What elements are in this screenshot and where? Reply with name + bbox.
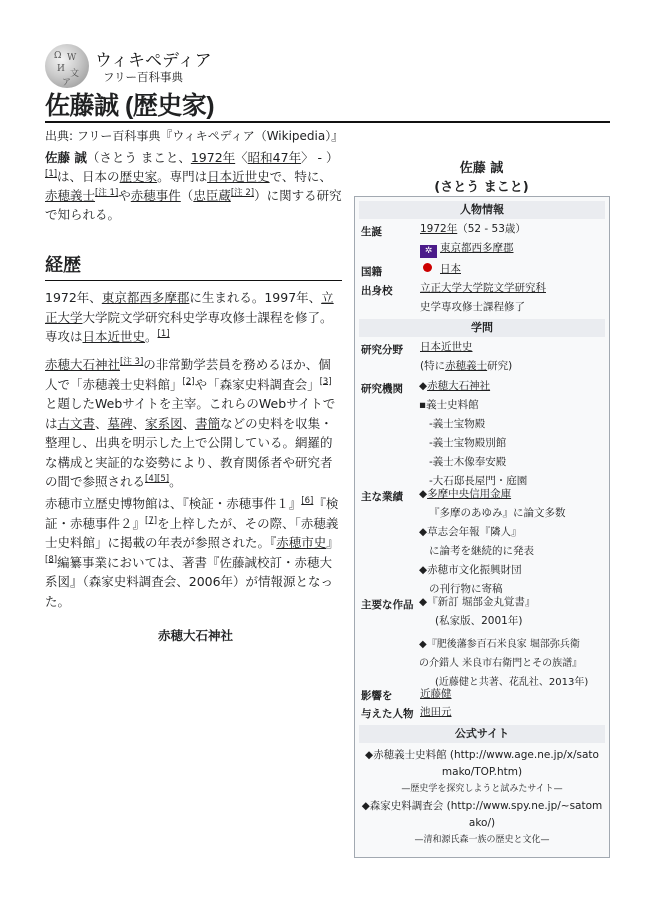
- link-tokyo[interactable]: 東京都: [101, 290, 140, 305]
- career-text: 。: [169, 474, 182, 489]
- site-2-line-a[interactable]: ◆森家史料調査会 (http://www.spy.ne.jp/~satom: [361, 800, 603, 812]
- career-text: 、: [95, 415, 108, 431]
- value-field: [420, 338, 512, 376]
- label-alma-mater: 出身校: [361, 285, 393, 297]
- works-item: ◆多摩中央信用金庫: [419, 488, 512, 500]
- works-item: に論考を継続的に発表: [429, 545, 534, 557]
- inst-item: ◆赤穂大石神社: [419, 380, 491, 392]
- link-oishi-shrine-2[interactable]: 赤穂大石神社: [427, 380, 491, 392]
- ref-1b[interactable]: [1]: [157, 328, 170, 339]
- works-item: ◆草志会年報『隣人』: [419, 526, 522, 538]
- lead-text: で、特に、: [269, 169, 332, 184]
- label-works: 主な業績: [361, 491, 403, 503]
- infobox: [354, 196, 610, 858]
- inst-item: -大石邸長屋門・庭園: [429, 475, 528, 487]
- wikipedia-globe-icon: Ω W И 文 ア: [45, 44, 89, 88]
- ref-1[interactable]: [1]: [45, 168, 58, 179]
- link-alma-1[interactable]: 立正大学大学院文学研究科: [420, 282, 546, 294]
- career-text: と題したWebサイトを主宰。これらのWebサイトでは: [45, 396, 336, 431]
- infobox-reading: (さとう まこと): [434, 180, 529, 195]
- career-text: や「森家史料調査会」: [194, 376, 320, 392]
- site-1-line-a[interactable]: ◆赤穂義士史料館 (http://www.age.ne.jp/x/sato: [365, 749, 599, 761]
- inst-item: -義士宝物殿: [429, 418, 486, 430]
- lead-text: （さとう まこと、: [86, 150, 191, 165]
- works-item: ◆赤穂市文化振興財団: [419, 564, 522, 576]
- value-alma-mater: [420, 279, 546, 317]
- career-text: 大学院文学研究科史学専攻修士課程を修了。専攻は: [45, 309, 333, 344]
- value-influenced: [420, 685, 452, 721]
- value-publications: [419, 593, 588, 692]
- section-heading-career: 経歴: [45, 255, 81, 276]
- tokyo-emblem-icon: ✲: [420, 245, 437, 258]
- pub-item: (私家版、2001年): [435, 615, 523, 627]
- link-early-modern-history-2[interactable]: 日本近世史: [82, 329, 146, 344]
- works-item: 『多摩のあゆみ』に論文多数: [429, 507, 566, 519]
- link-chushingura[interactable]: 忠臣蔵: [193, 188, 231, 203]
- link-ako-gishi[interactable]: 赤穂義士: [45, 188, 96, 203]
- lead-text: 。専門は: [157, 169, 208, 184]
- link-born-place[interactable]: 東京都西多摩郡: [440, 242, 514, 254]
- site-2-line-b[interactable]: ako/): [468, 817, 496, 829]
- lead-text: は、日本の: [57, 169, 120, 184]
- note-2[interactable]: [注 2]: [230, 187, 255, 198]
- infobox-header-person: 人物情報: [359, 201, 605, 219]
- ref-2[interactable]: [2]: [182, 376, 195, 387]
- pub-item: の介錯人 米良市右衛門とその族譜』: [419, 658, 583, 669]
- inst-item: -義士宝物殿別館: [429, 437, 507, 449]
- link-rissho-univ[interactable]: 立正大学: [45, 290, 334, 325]
- link-nishitama[interactable]: 西多摩郡: [139, 290, 190, 305]
- link-komonjo[interactable]: 古文書: [57, 415, 96, 431]
- ref-8[interactable]: [8]: [45, 554, 58, 565]
- link-born-year[interactable]: 1972年: [420, 223, 458, 235]
- inst-item: -義士木像奉安殿: [429, 456, 507, 468]
- alma-2: 史学専攻修士課程修了: [420, 301, 525, 313]
- lead-text: や: [118, 188, 131, 203]
- born-age: （52 - 53歳）: [457, 223, 526, 235]
- note-3[interactable]: [注 3]: [120, 356, 144, 367]
- link-oishi-shrine[interactable]: 赤穂大石神社: [45, 357, 121, 372]
- ref-3[interactable]: [3]: [319, 376, 332, 387]
- link-japan[interactable]: 日本: [440, 263, 461, 275]
- works-item: の刊行物に寄稿: [429, 583, 503, 595]
- career-paragraph-1: [45, 288, 343, 347]
- link-bohi[interactable]: 墓碑: [107, 415, 133, 431]
- link-tama-bank[interactable]: 多摩中央信用金庫: [427, 488, 512, 500]
- ref-7[interactable]: [7]: [145, 515, 158, 526]
- career-text: を上梓したが、その際、「赤穂義士史料館」に掲載の年表が参照された。『: [45, 515, 339, 550]
- note-1[interactable]: [注 1]: [95, 187, 119, 198]
- wordmark: ウィキペディア: [95, 51, 212, 71]
- link-ako-gishi-2[interactable]: 赤穂義士: [445, 360, 488, 372]
- career-text: 』: [326, 535, 339, 550]
- label-influenced-1: 影響を: [361, 690, 393, 702]
- infobox-header-site: 公式サイト: [359, 725, 605, 743]
- career-text: 編纂事業においては、著書『佐藤誠校訂・赤穂大系図』（森家史料調査会、2006年）が情報源となった。: [45, 554, 334, 609]
- value-works: [419, 485, 566, 599]
- link-historian[interactable]: 歴史家: [119, 169, 158, 184]
- source-line: 出典: フリー百科事典『ウィキペディア（Wikipedia）』: [45, 129, 344, 143]
- page-title: 佐藤誠 (歴史家): [45, 92, 215, 120]
- value-nationality: [420, 260, 461, 279]
- ref-6[interactable]: [6]: [301, 495, 314, 506]
- lead-text: 〉 - ）: [301, 150, 339, 165]
- link-1972[interactable]: 1972年: [190, 150, 236, 165]
- career-text: 、: [132, 415, 146, 431]
- link-ako-shishi[interactable]: 赤穂市史: [276, 535, 327, 550]
- label-influenced: [361, 687, 414, 723]
- label-influenced-2: 与えた人物: [361, 708, 414, 720]
- link-kakeizu[interactable]: 家系図: [145, 415, 183, 431]
- site-1-desc: —歴史学を探究しようと試みたサイト—: [401, 784, 563, 794]
- infobox-header-study: 学問: [359, 319, 605, 337]
- lead-text: ）に関する研究で知られる。: [45, 188, 342, 222]
- ref-4-5[interactable]: [4][5]: [145, 473, 170, 484]
- lead-text: （: [180, 188, 194, 203]
- site-2-desc: —清和源氏森一族の歴史と文化—: [414, 835, 550, 845]
- link-ako-incident[interactable]: 赤穂事件: [130, 188, 181, 203]
- career-text: 『検証・赤穂事件２』: [45, 496, 339, 531]
- site-1-line-b[interactable]: mako/TOP.htm): [441, 766, 523, 778]
- lead-paragraph: [45, 148, 342, 224]
- label-publications: 主要な作品: [361, 599, 414, 611]
- career-text: 、: [182, 415, 196, 431]
- value-institution: [419, 377, 527, 491]
- career-text: 。: [145, 329, 158, 344]
- link-field[interactable]: 日本近世史: [420, 341, 473, 353]
- tagline: フリー百科事典: [103, 70, 184, 84]
- section-divider: [45, 280, 342, 281]
- image-caption: 赤穂大石神社: [158, 628, 234, 643]
- infobox-name: 佐藤 誠: [459, 161, 504, 176]
- career-paragraph-2: [45, 355, 343, 492]
- link-kondo[interactable]: 近藤健: [420, 688, 452, 700]
- pub-item: (近藤健と共著、花乱社、2013年): [435, 677, 589, 688]
- career-paragraph-3: [45, 494, 343, 611]
- official-sites: [359, 747, 605, 849]
- wikipedia-logo[interactable]: [45, 44, 89, 88]
- career-text: に生まれる。1997年、: [189, 290, 322, 305]
- value-born: [420, 220, 526, 258]
- field-text: 研究): [487, 360, 513, 372]
- label-nationality: 国籍: [361, 266, 382, 278]
- link-early-modern-history[interactable]: 日本近世史: [207, 169, 270, 184]
- link-ikeda[interactable]: 池田元: [420, 706, 452, 718]
- inst-item: ▪義士史料館: [419, 399, 479, 411]
- label-field: 研究分野: [361, 344, 403, 356]
- label-institution: 研究機関: [361, 383, 403, 395]
- title-divider: [45, 121, 610, 123]
- career-text: 赤穂市立歴史博物館は、『検証・赤穂事件１』: [45, 496, 302, 511]
- lead-text: 〈: [235, 150, 248, 165]
- subject-name: 佐藤 誠: [45, 150, 87, 165]
- link-showa47[interactable]: 昭和47年: [247, 150, 302, 165]
- pub-item: ◆『肥後藩参百石米良家 堀部弥兵衛: [419, 639, 580, 650]
- field-text: (特に: [420, 360, 446, 372]
- infobox-title: [355, 159, 608, 197]
- link-shokan[interactable]: 書簡: [195, 415, 221, 431]
- career-text: 1972年、: [45, 290, 102, 305]
- career-text: の非常勤学芸員を務めるほか、個人で「赤穂義士史料館」: [45, 357, 331, 392]
- label-born: 生誕: [361, 226, 382, 238]
- japan-flag-icon: [423, 263, 432, 272]
- career-text: などの史料を収集・整理し、出典を明示した上で公開している。網羅的な構成と実証的な姿勢により、教育関係者や研究者の間で参照される: [45, 415, 333, 489]
- pub-item: ◆『新訂 堀部金丸覚書』: [419, 596, 536, 608]
